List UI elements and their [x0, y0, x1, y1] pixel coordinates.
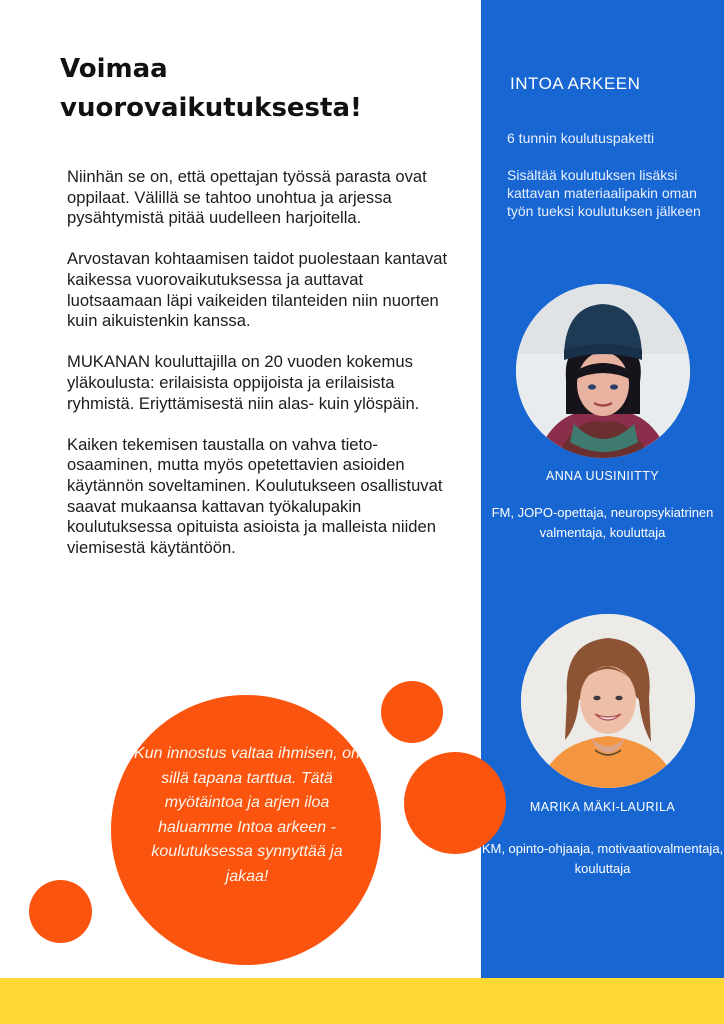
package-length: 6 tunnin koulutuspaketti — [507, 130, 655, 146]
decor-circle — [404, 752, 506, 854]
decor-circle — [381, 681, 443, 743]
footer-bar — [0, 978, 724, 1024]
body-text — [67, 167, 457, 579]
package-description: Sisältää koulutuksen lisäksi kattavan materiaalipakin oman työn tueksi koulutuksen jälkeen — [507, 167, 701, 219]
body-paragraph: Niinhän se on, että opettajan työssä parasta ovat oppilaat. Välillä se tahtoo unohtua ja arjessa pysähtymistä pitää uudelleen harjoitella. — [67, 167, 427, 228]
quote-text: Kun innostus valtaa ihmisen, on sillä tapana tarttua. Tätä myötäintoa ja arjen iloa haluamme Intoa arkeen -koulutuksessa synnyttää ja jakaa! — [134, 745, 360, 885]
body-paragraph: MUKANAN kouluttajilla on 20 vuoden kokemus yläkoulusta: erilaisista oppijoista ja erilaisista ryhmistä. Eriyttämisestä niin alas- kuin ylöspäin. — [67, 352, 420, 413]
page-title: Voimaa vuorovaikutuksesta! — [60, 54, 362, 123]
decor-circle — [29, 880, 92, 943]
body-paragraph: Arvostavan kohtaamisen taidot puolestaan kantavat kaikessa vuorovaikutuksessa ja auttavat luotsaamaan läpi vaikeiden tilanteiden niin nuorten kuin aikuistenkin kanssa. — [67, 249, 448, 331]
trainer-name: ANNA UUSINIITTY — [546, 469, 659, 483]
trainer-name: MARIKA MÄKI-LAURILA — [529, 800, 676, 814]
sidebar-heading: INTOA ARKEEN — [510, 74, 641, 93]
trainer-role: KM, opinto-ohjaaja, motivaatiovalmentaja, kouluttaja — [481, 841, 724, 876]
trainer-role: FM, JOPO-opettaja, neuropsykiatrinen valmentaja, kouluttaja — [491, 505, 714, 540]
body-paragraph: Kaiken tekemisen taustalla on vahva tieto-osaaminen, mutta myös opetettavien asioiden käytännön soveltaminen. Koulutukseen osallistuvat saavat mukaansa kattavan työkalupakin koulutuksessa opituista asioista ja malleista niiden viemisestä käytäntöön. — [67, 434, 443, 557]
trainer-photo-anna — [516, 284, 690, 458]
trainer-photo-marika — [521, 614, 695, 788]
